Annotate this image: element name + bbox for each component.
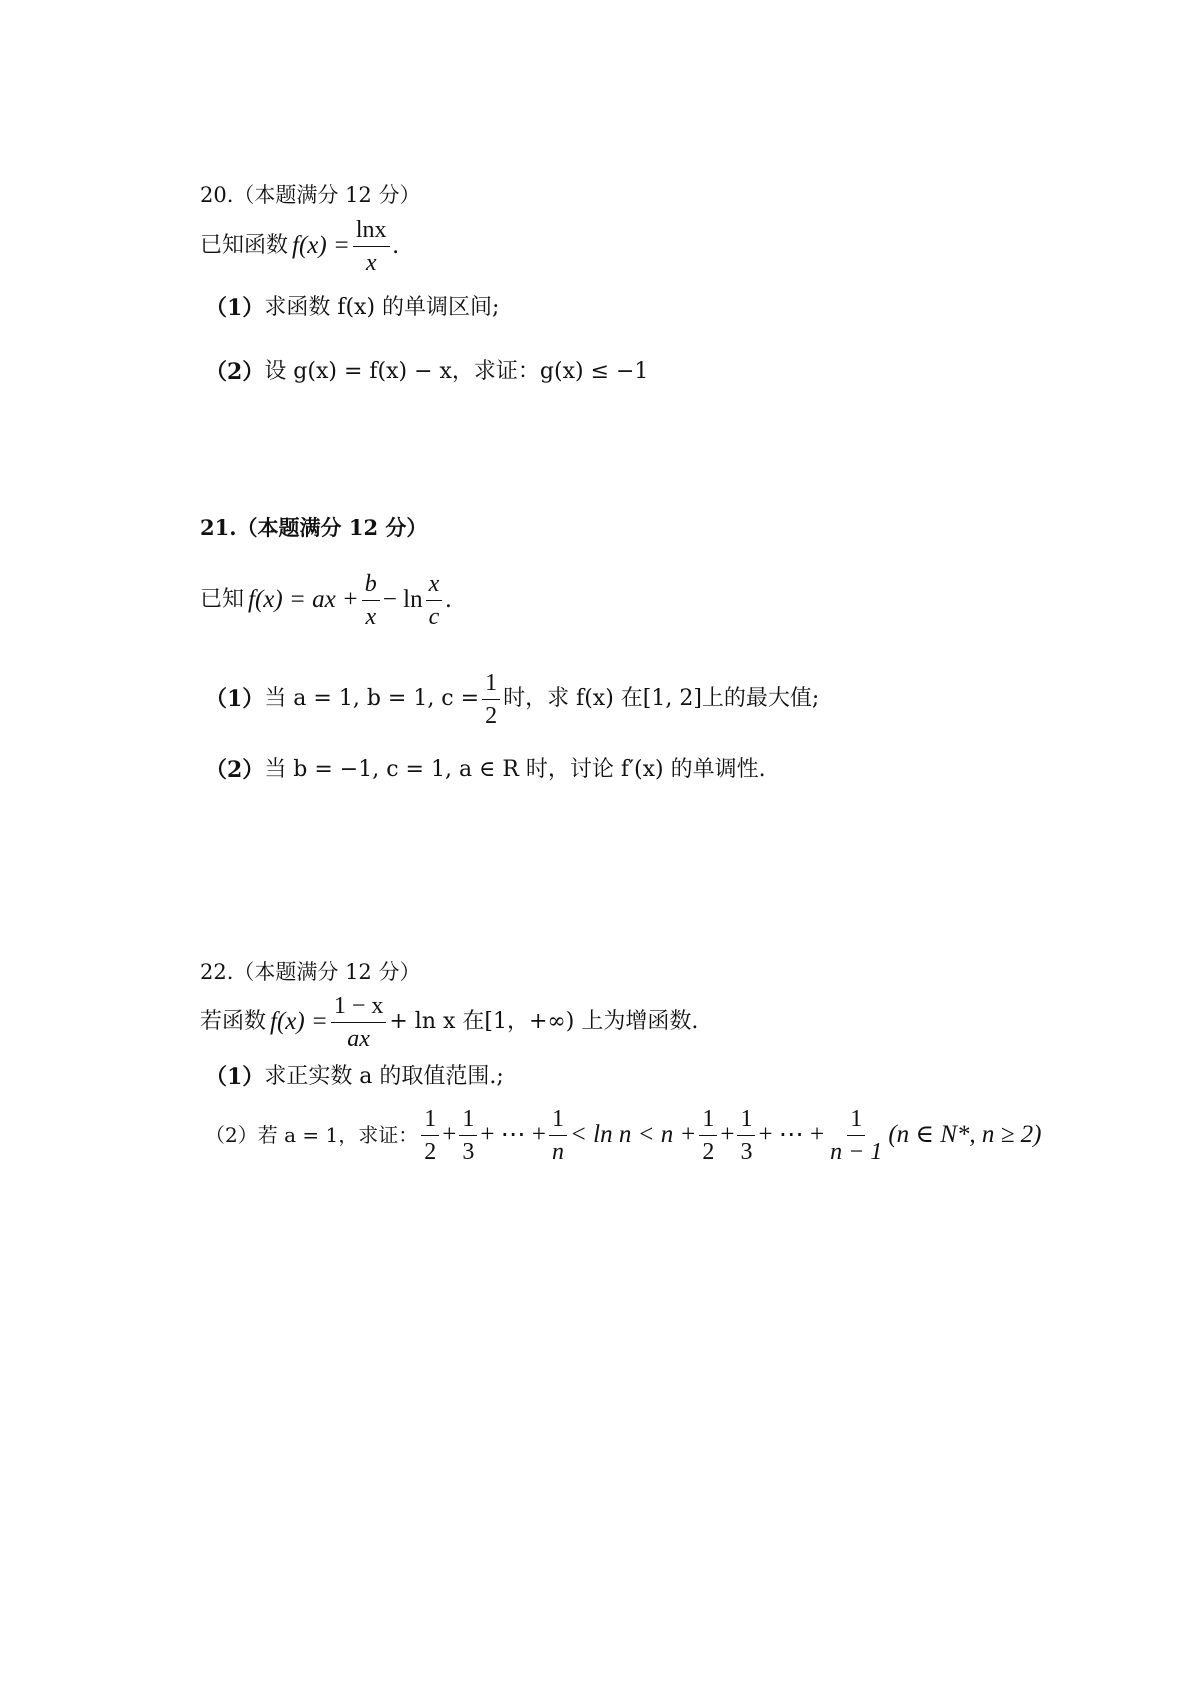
q21-stem-c: − ln [382,586,423,613]
q22-part2-a: 若 a = 1，求证： [257,1123,419,1147]
q21-part1 [205,667,819,731]
q21-part2 [205,755,766,785]
q22-tail: (n ∈ N*, n ≥ 2) [888,1121,1042,1148]
q22-part2-label: （2） [205,1123,258,1147]
q21-stem-prefix: 已知 [200,587,245,612]
q22-header: 22.（本题满分 12 分） [200,960,421,984]
q22-frac-1 [421,1105,439,1166]
q20-part1-label: （1） [205,295,265,321]
q22-frac-3-numerator: 1 [549,1105,567,1136]
q22-frac-5-numerator: 1 [737,1105,755,1136]
q20-stem [200,216,399,276]
q21-header: 21.（本题满分 12 分） [200,515,428,540]
q21-part1-label: （1） [205,686,265,712]
q20-part2-label: （2） [205,359,265,385]
q22-frac-1-numerator: 1 [421,1105,439,1136]
q20-part2 [205,357,648,387]
q20-stem-end: . [392,232,399,259]
q20-stem-lhs: f(x) = [292,232,350,259]
q22-fraction-numerator: 1 − x [331,992,387,1023]
q21-part2-text: 当 b = −1, c = 1, a ∈ R 时，讨论 f′(x) 的单调性. [264,757,766,782]
q20-part2-text: 设 g(x) = f(x) − x，求证：g(x) ≤ −1 [264,359,649,384]
q22-frac-3-denominator: n [552,1138,565,1165]
q22-stem-end: + ln x 在[1，+∞) 上为增函数. [389,1009,699,1034]
q20-fraction-numerator: lnx [353,216,390,247]
q21-part1-b: 时，求 f(x) 在[1, 2]上的最大值; [503,686,820,711]
q21-stem-a: f(x) = ax + [248,586,359,613]
q22-frac-2 [459,1105,477,1166]
q22-plus-2: + [720,1121,735,1148]
q20-header: 20.（本题满分 12 分） [200,183,421,207]
q22-part2 [205,1103,1041,1167]
q22-frac-6-denominator: n − 1 [830,1138,883,1165]
q22-frac-4-numerator: 1 [699,1105,717,1136]
q22-frac-4-denominator: 2 [702,1138,715,1165]
q20-part1-text: 求函数 f(x) 的单调区间; [264,295,500,320]
q20-fraction-denominator: x [365,249,377,276]
q21-part2-label: （2） [205,757,265,783]
q22-part1-label: （1） [205,1064,265,1090]
q21-part1-a: 当 a = 1, b = 1, c = [264,686,480,711]
q21-fraction-b-numerator: b [362,570,380,601]
q22-frac-6 [827,1105,885,1166]
q21-part1-fraction-numerator: 1 [482,669,500,700]
q22-frac-5 [737,1105,755,1166]
q22-middle: < ln n < n + [570,1121,697,1148]
q22-fraction [331,992,387,1053]
q21-stem [200,568,452,632]
q22-dots-2: + ⋯ + [758,1121,825,1148]
q22-stem-lhs: f(x) = [270,1008,328,1035]
q22-frac-5-denominator: 3 [740,1138,753,1165]
q21-fraction-c-denominator: c [428,603,440,630]
q20-part1 [205,293,499,323]
q21-part1-fraction [482,669,500,730]
q20-fraction [353,216,390,277]
q21-fraction-c [426,570,443,631]
q22-fraction-denominator: ax [347,1025,370,1052]
q21-fraction-b-denominator: x [365,603,377,630]
q21-part1-fraction-denominator: 2 [485,702,498,729]
q22-frac-2-numerator: 1 [459,1105,477,1136]
q22-frac-4 [699,1105,717,1166]
q22-part1 [205,1062,504,1092]
q22-part1-text: 求正实数 a 的取值范围.; [264,1064,504,1089]
q22-plus-1: + [442,1121,457,1148]
q22-frac-1-denominator: 2 [424,1138,437,1165]
q21-stem-end: . [445,586,452,613]
q22-frac-3 [549,1105,567,1166]
q20-stem-prefix: 已知函数 [200,233,289,258]
q22-frac-2-denominator: 3 [462,1138,475,1165]
q22-stem-prefix: 若函数 [200,1009,267,1034]
q22-stem [200,990,698,1054]
q22-dots-1: + ⋯ + [480,1121,547,1148]
q21-fraction-b [362,570,380,631]
q22-frac-6-numerator: 1 [847,1105,865,1136]
q21-fraction-c-numerator: x [426,570,443,601]
